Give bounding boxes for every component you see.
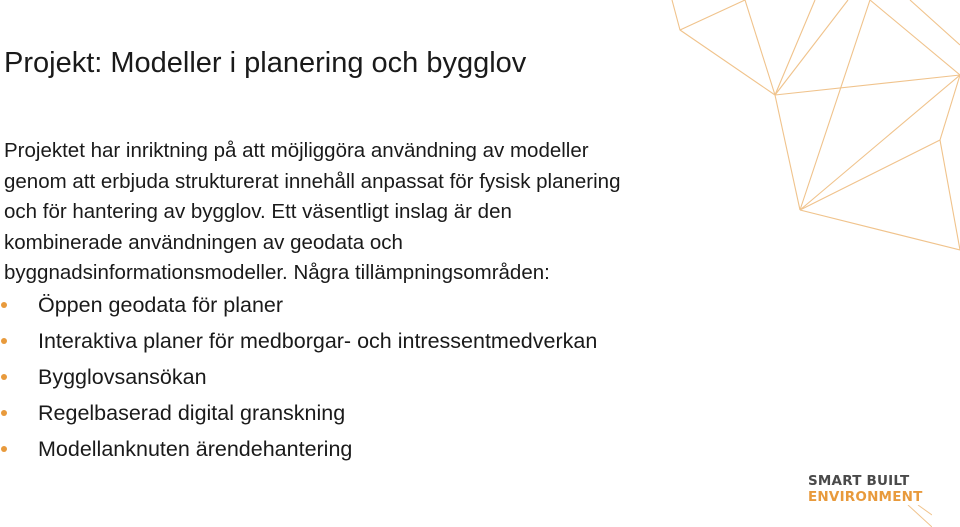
- bullet-dot-icon: [1, 338, 7, 344]
- bullet-dot-icon: [1, 302, 7, 308]
- bullet-text: Öppen geodata för planer: [38, 293, 284, 317]
- intro-paragraph: [4, 136, 764, 289]
- intro-line: och för hantering av bygglov. Ett väsentligt inslag är den: [4, 200, 512, 224]
- bullet-text: Bygglovsansökan: [38, 365, 207, 389]
- slide-title: Projekt: Modeller i planering och bygglov: [4, 47, 527, 79]
- smart-built-environment-logo: [808, 473, 938, 527]
- intro-line: genom att erbjuda strukturerat innehåll anpassat för fysisk planering: [4, 169, 621, 193]
- bullet-dot-icon: [1, 374, 7, 380]
- logo-line-2: ENVIRONMENT: [808, 489, 923, 505]
- logo-line-1: SMART BUILT: [808, 473, 910, 489]
- bullet-text: Regelbaserad digital granskning: [38, 401, 346, 425]
- intro-line: byggnadsinformationsmodeller. Några tillämpningsområden:: [4, 261, 550, 285]
- bullet-text: Modellanknuten ärendehantering: [38, 437, 353, 461]
- intro-line: Projektet har inriktning på att möjliggöra användning av modeller: [4, 139, 589, 162]
- bullet-text: Interaktiva planer för medborgar- och intressentmedverkan: [38, 329, 598, 353]
- intro-line: kombinerade användningen av geodata och: [4, 230, 403, 254]
- bullet-dot-icon: [1, 410, 7, 416]
- logo-accent-lines: [808, 505, 932, 527]
- bullet-dot-icon: [1, 446, 7, 452]
